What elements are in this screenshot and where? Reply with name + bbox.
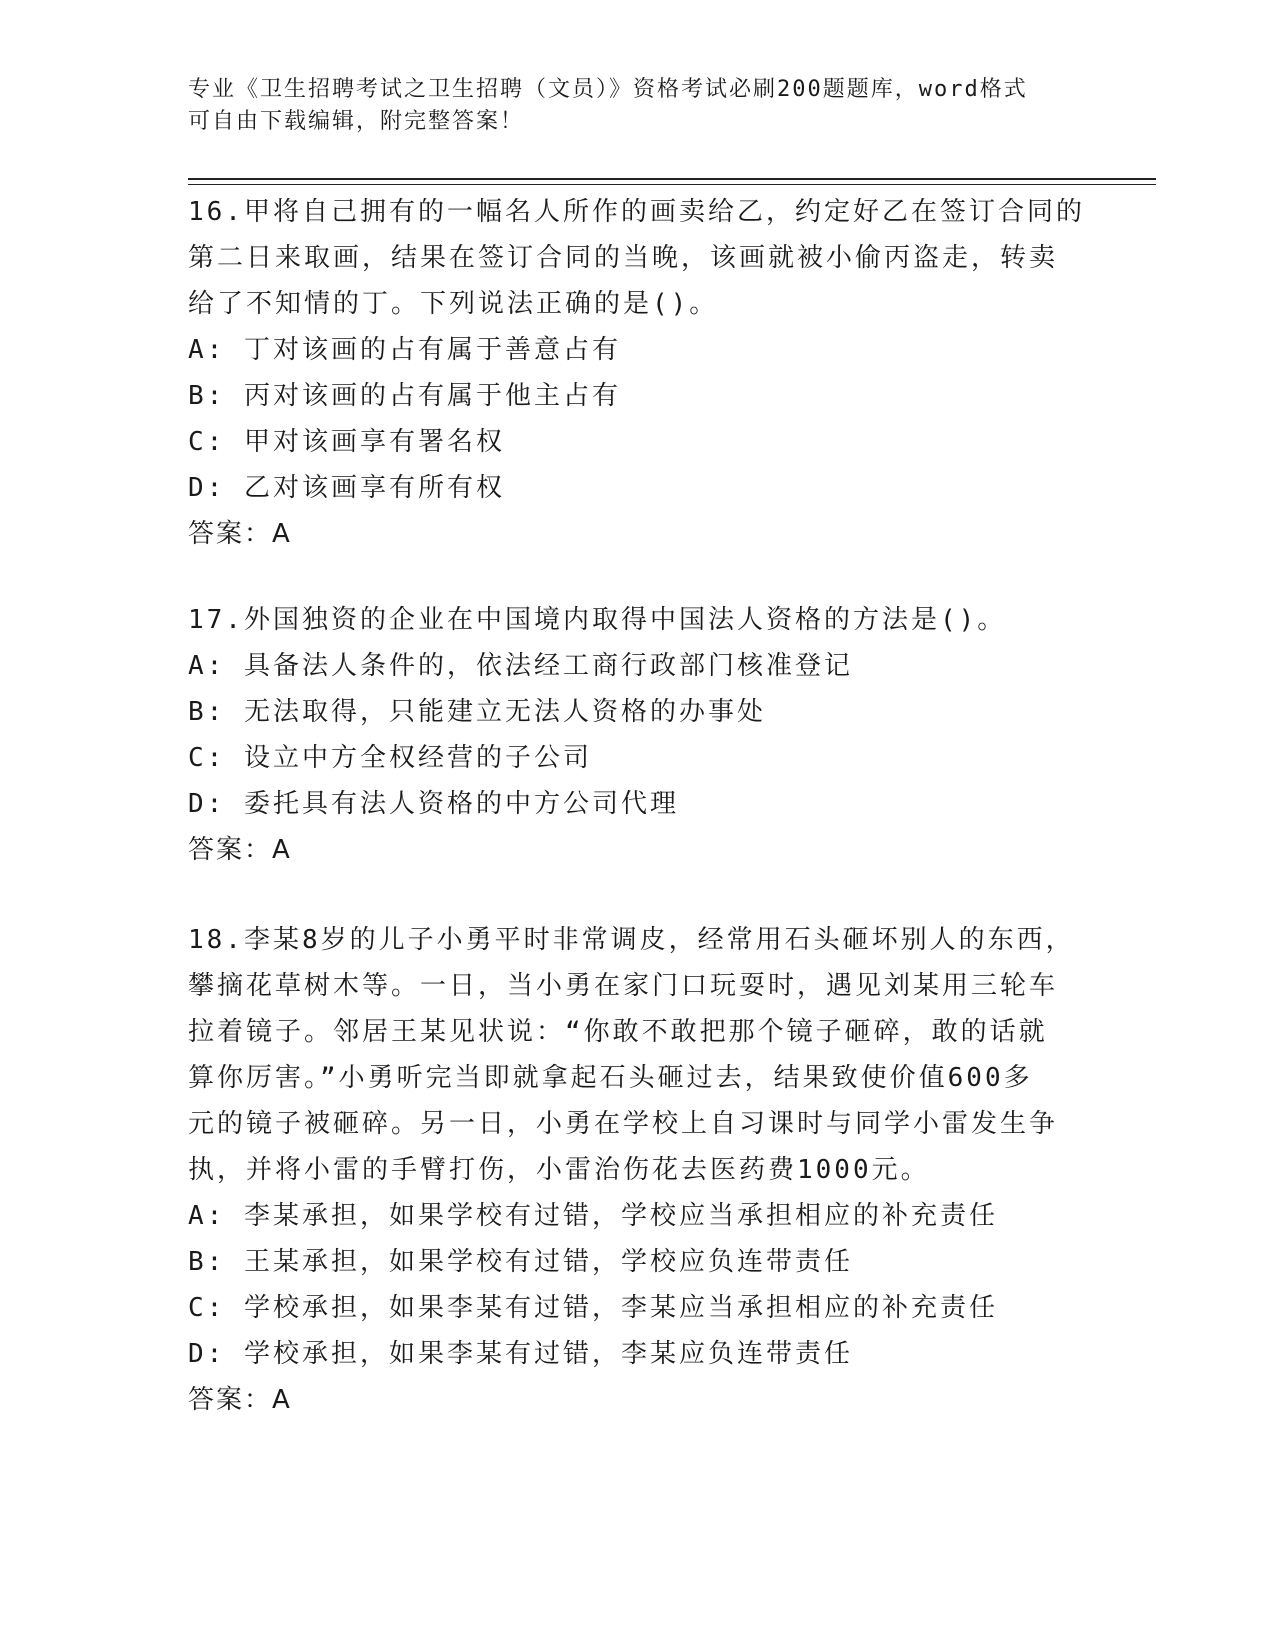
question-16 [188, 189, 1088, 557]
question-stem-line: 执，并将小雷的手臂打伤，小雷治伤花去医药费1000元。 [188, 1155, 930, 1185]
header-divider-thin [188, 184, 1156, 185]
question-stem-line: 18.李某8岁的儿子小勇平时非常调皮，经常用石头砸坏别人的东西， [188, 925, 1075, 955]
option-a: A: 具备法人条件的，依法经工商行政部门核准登记 [188, 651, 853, 681]
question-stem-line: 拉着镜子。邻居王某见状说：“你敢不敢把那个镜子砸碎，敢的话就 [188, 1017, 1048, 1047]
option-d: D: 委托具有法人资格的中方公司代理 [188, 789, 679, 819]
option-c: C: 设立中方全权经营的子公司 [188, 743, 592, 773]
question-stem-line: 16.甲将自己拥有的一幅名人所作的画卖给乙，约定好乙在签订合同的 [188, 197, 1085, 227]
document-header [188, 74, 1068, 138]
option-b: B: 王某承担，如果学校有过错，学校应负连带责任 [188, 1247, 853, 1277]
answer: 答案：A [188, 835, 292, 865]
option-c: C: 学校承担，如果李某有过错，李某应当承担相应的补充责任 [188, 1293, 998, 1323]
question-stem-line: 17.外国独资的企业在中国境内取得中国法人资格的方法是()。 [188, 605, 1007, 635]
option-d: D: 乙对该画享有所有权 [188, 473, 505, 503]
header-divider-thick [188, 178, 1156, 180]
question-stem-line: 元的镜子被砸碎。另一日，小勇在学校上自习课时与同学小雷发生争 [188, 1109, 1059, 1139]
option-b: B: 丙对该画的占有属于他主占有 [188, 381, 621, 411]
option-c: C: 甲对该画享有署名权 [188, 427, 505, 457]
option-a: A: 丁对该画的占有属于善意占有 [188, 335, 621, 365]
answer: 答案：A [188, 519, 292, 549]
question-18 [188, 917, 1088, 1423]
question-stem-line: 给了不知情的丁。下列说法正确的是()。 [188, 289, 719, 319]
question-stem-line: 算你厉害。”小勇听完当即就拿起石头砸过去，结果致使价值600多 [188, 1063, 1033, 1093]
option-b: B: 无法取得，只能建立无法人资格的办事处 [188, 697, 766, 727]
option-d: D: 学校承担，如果李某有过错，李某应负连带责任 [188, 1339, 853, 1369]
question-17 [188, 597, 1088, 873]
header-line-1: 专业《卫生招聘考试之卫生招聘（文员）》资格考试必刷200题题库，word格式 [188, 77, 1028, 102]
question-stem-line: 攀摘花草树木等。一日，当小勇在家门口玩耍时，遇见刘某用三轮车 [188, 971, 1059, 1001]
option-a: A: 李某承担，如果学校有过错，学校应当承担相应的补充责任 [188, 1201, 998, 1231]
header-line-2: 可自由下载编辑，附完整答案！ [188, 109, 525, 134]
question-stem-line: 第二日来取画，结果在签订合同的当晚，该画就被小偷丙盗走，转卖 [188, 243, 1059, 273]
answer: 答案：A [188, 1385, 292, 1415]
